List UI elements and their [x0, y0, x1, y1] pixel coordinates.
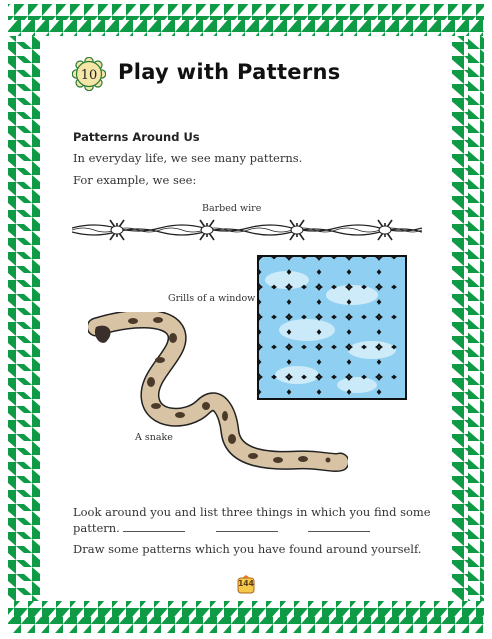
- activity-line-1: Look around you and list three things in which you find some: [73, 505, 431, 519]
- section-heading: Patterns Around Us: [73, 130, 200, 144]
- answer-blank-2[interactable]: [216, 531, 278, 532]
- answer-blank-3[interactable]: [308, 531, 370, 532]
- flower-badge-icon: [72, 57, 106, 91]
- snake-caption: A snake: [135, 432, 173, 443]
- activity-line-3: Draw some patterns which you have found around yourself.: [73, 542, 422, 556]
- answer-blank-1[interactable]: [123, 531, 185, 532]
- barbed-wire-caption: Barbed wire: [202, 203, 262, 214]
- chapter-number: 10: [80, 68, 98, 83]
- chapter-title: Play with Patterns: [118, 60, 341, 84]
- window-grill-caption: Grills of a window: [168, 293, 256, 304]
- barbed-wire-illustration: [72, 215, 422, 247]
- page-number-badge: [236, 575, 256, 595]
- activity-line-2: pattern.: [73, 521, 120, 535]
- page-number: 144: [238, 579, 254, 588]
- snake-illustration: [88, 312, 348, 482]
- intro-line-2: For example, we see:: [73, 173, 197, 187]
- intro-line-1: In everyday life, we see many patterns.: [73, 151, 303, 165]
